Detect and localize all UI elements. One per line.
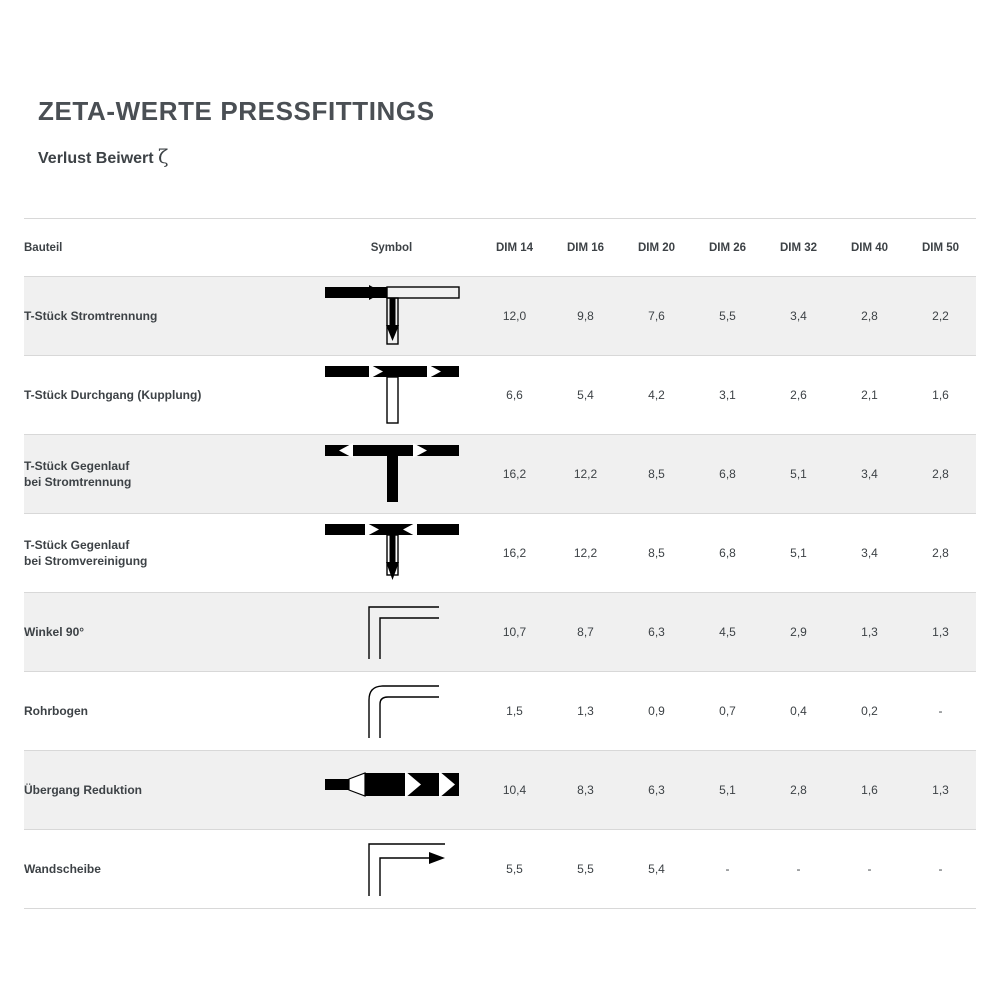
column-header-dim32: DIM 32 (763, 219, 834, 277)
value-dim32: 2,9 (763, 593, 834, 672)
tee-counterflow-merge-icon (317, 518, 467, 584)
row-symbol (304, 593, 479, 672)
column-header-dim50: DIM 50 (905, 219, 976, 277)
value-dim16: 5,4 (550, 356, 621, 435)
value-dim32: 3,4 (763, 277, 834, 356)
value-dim14: 12,0 (479, 277, 550, 356)
value-dim26: - (692, 830, 763, 909)
column-header-dim20: DIM 20 (621, 219, 692, 277)
value-dim20: 4,2 (621, 356, 692, 435)
column-header-symbol: Symbol (304, 219, 479, 277)
row-symbol (304, 277, 479, 356)
value-dim50: - (905, 672, 976, 751)
value-dim50: 2,2 (905, 277, 976, 356)
row-label-line1: T-Stück Gegenlauf (24, 537, 130, 552)
subtitle-text: Verlust Beiwert (38, 150, 154, 167)
value-dim16: 1,3 (550, 672, 621, 751)
value-dim50: 2,8 (905, 435, 976, 514)
table-row (24, 593, 976, 672)
value-dim40: 0,2 (834, 672, 905, 751)
value-dim32: 2,6 (763, 356, 834, 435)
table-row (24, 830, 976, 909)
row-symbol (304, 435, 479, 514)
value-dim26: 5,5 (692, 277, 763, 356)
column-header-dim14: DIM 14 (479, 219, 550, 277)
wall-plate-icon (317, 834, 467, 900)
row-symbol (304, 356, 479, 435)
row-label (24, 435, 304, 514)
value-dim20: 8,5 (621, 514, 692, 593)
page-subtitle (38, 146, 168, 168)
value-dim40: 2,8 (834, 277, 905, 356)
value-dim20: 7,6 (621, 277, 692, 356)
value-dim50: 2,8 (905, 514, 976, 593)
value-dim16: 12,2 (550, 435, 621, 514)
tee-counterflow-split-icon (317, 439, 467, 505)
value-dim16: 5,5 (550, 830, 621, 909)
value-dim14: 16,2 (479, 514, 550, 593)
value-dim32: 0,4 (763, 672, 834, 751)
row-symbol (304, 514, 479, 593)
value-dim40: - (834, 830, 905, 909)
value-dim50: 1,6 (905, 356, 976, 435)
table-row (24, 435, 976, 514)
value-dim14: 10,7 (479, 593, 550, 672)
row-symbol (304, 672, 479, 751)
row-label-line1: Übergang Reduktion (24, 782, 143, 797)
row-label (24, 593, 304, 672)
row-label-line1: T-Stück Gegenlauf (24, 458, 130, 473)
value-dim16: 12,2 (550, 514, 621, 593)
value-dim40: 1,3 (834, 593, 905, 672)
value-dim16: 9,8 (550, 277, 621, 356)
tee-straight-through-icon (317, 360, 467, 426)
row-label (24, 751, 304, 830)
value-dim32: 5,1 (763, 435, 834, 514)
elbow-90-icon (317, 597, 467, 663)
row-symbol (304, 830, 479, 909)
reducer-transition-icon (317, 755, 467, 821)
value-dim26: 5,1 (692, 751, 763, 830)
value-dim14: 6,6 (479, 356, 550, 435)
pipe-bend-icon (317, 676, 467, 742)
value-dim14: 1,5 (479, 672, 550, 751)
table-row (24, 672, 976, 751)
row-label-line2: bei Stromtrennung (24, 475, 132, 489)
value-dim40: 2,1 (834, 356, 905, 435)
row-symbol (304, 751, 479, 830)
row-label-line2: bei Stromvereinigung (24, 554, 148, 568)
row-label (24, 830, 304, 909)
value-dim14: 16,2 (479, 435, 550, 514)
table-header (24, 219, 976, 277)
column-header-bauteil: Bauteil (24, 219, 304, 277)
value-dim16: 8,7 (550, 593, 621, 672)
value-dim26: 6,8 (692, 514, 763, 593)
row-label (24, 514, 304, 593)
table-row (24, 277, 976, 356)
value-dim50: - (905, 830, 976, 909)
column-header-dim16: DIM 16 (550, 219, 621, 277)
value-dim20: 6,3 (621, 751, 692, 830)
table-row (24, 356, 976, 435)
value-dim20: 5,4 (621, 830, 692, 909)
table-row (24, 751, 976, 830)
value-dim20: 6,3 (621, 593, 692, 672)
value-dim26: 3,1 (692, 356, 763, 435)
page-title: ZETA-WERTE PRESSFITTINGS (38, 96, 435, 126)
value-dim50: 1,3 (905, 751, 976, 830)
value-dim14: 10,4 (479, 751, 550, 830)
row-label (24, 356, 304, 435)
value-dim14: 5,5 (479, 830, 550, 909)
value-dim26: 6,8 (692, 435, 763, 514)
column-header-dim40: DIM 40 (834, 219, 905, 277)
row-label (24, 672, 304, 751)
column-header-dim26: DIM 26 (692, 219, 763, 277)
row-label-line1: T-Stück Stromtrennung (24, 308, 158, 323)
table-body (24, 277, 976, 909)
zeta-symbol: ζ (158, 146, 169, 168)
value-dim40: 1,6 (834, 751, 905, 830)
value-dim20: 0,9 (621, 672, 692, 751)
value-dim50: 1,3 (905, 593, 976, 672)
value-dim32: - (763, 830, 834, 909)
row-label-line1: Wandscheibe (24, 861, 101, 876)
header-row (24, 219, 976, 277)
table-row (24, 514, 976, 593)
row-label-line1: T-Stück Durchgang (Kupplung) (24, 387, 202, 402)
value-dim26: 4,5 (692, 593, 763, 672)
row-label-line1: Winkel 90° (24, 624, 85, 639)
tee-flow-split-icon (317, 281, 467, 347)
value-dim20: 8,5 (621, 435, 692, 514)
row-label (24, 277, 304, 356)
zeta-values-table (24, 218, 976, 909)
row-label-line1: Rohrbogen (24, 703, 88, 718)
value-dim40: 3,4 (834, 435, 905, 514)
value-dim16: 8,3 (550, 751, 621, 830)
value-dim26: 0,7 (692, 672, 763, 751)
value-dim32: 5,1 (763, 514, 834, 593)
value-dim40: 3,4 (834, 514, 905, 593)
value-dim32: 2,8 (763, 751, 834, 830)
